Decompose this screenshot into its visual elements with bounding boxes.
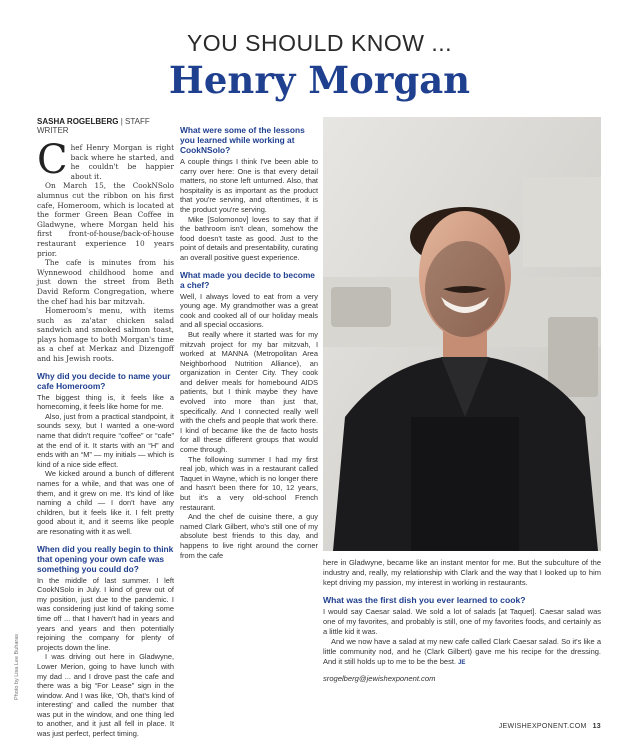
answer-paragraph: We kicked around a bunch of different names for a while, and that was one of them, and it grew on me. It's kind of like naming a child — I don't have any children, but it feels like it. I felt pretty good about it, and it seems like people are resonating with it as well. [37, 469, 174, 536]
question-heading: What made you decide to become a chef? [180, 269, 315, 290]
answer-paragraph: here in Gladwyne, became like an instant mentor for me. But the subculture of the industry and, really, my relationship with Clark and the way that I looked up to him kept driving my passion, my interest in working in restaurants. [323, 558, 601, 587]
question-heading: When did you really begin to think that opening your own cafe was something you could do? [37, 543, 174, 574]
column-2 [180, 117, 318, 732]
page-number: 13 [592, 723, 601, 730]
portrait-illustration [323, 117, 601, 551]
intro-paragraph: The cafe is minutes from his Wynnewood childhood home and just down the street from Beth David Reform Congregation, where the chef had his bar mitzvah. [37, 258, 174, 306]
answer-paragraph [323, 637, 601, 668]
answer-text [37, 576, 174, 739]
answer-paragraph: In the middle of last summer. I left CookNSolo in July. I kind of grew out of my position, just due to the pandemic. I was considering just kind of taking some time off ... that I haven't had in years and years and years and then potentially rejoining the company for plenty of projects down the line. [37, 575, 174, 652]
answer-paragraph: The following summer I had my first real job, which was in a restaurant called Taquet in Wayne, which is no longer there and hasn't been there for 10, 12 years, but it's a very old-school French restaurant. [180, 454, 318, 512]
answer-paragraph: Also, just from a practical standpoint, it sounds sexy, but I wanted a one-word name that didn't require “coffee” or “cafe” at the end of it. It starts with an “H” and ends with an “M” — my initials — which is kind of a nice side effect. [37, 411, 174, 469]
answer-paragraph: Mike [Solomonov] loves to say that if the bathroom isn't clean, somehow the food doesn't taste as good. Just to the point of details and presentability, curating an overall positive guest experience. [180, 214, 318, 262]
chef-portrait-photo [323, 117, 601, 551]
je-end-mark-icon: JE [458, 660, 466, 666]
kicker: YOU SHOULD KNOW ... [186, 30, 453, 56]
question-heading: Why did you decide to name your cafe Homeroom? [37, 370, 171, 391]
answer-paragraph: A couple things I think I've been able to carry over here: One is that every detail matters, no stone left unturned. Also, that hospitality is as important as the product that you're serving, and oftentimes, it is the product you're serving. [180, 157, 318, 214]
answer-paragraph: I would say Caesar salad. We sold a lot of salads [at Taquet]. Caesar salad was one of my favorites, and probably is still, one of my favorites foods, and certainly as a little kid it was. [323, 607, 601, 636]
photo-credit: Photo by Lisa Lee Buharas [14, 633, 20, 700]
headline: Henry Morgan [168, 58, 471, 102]
question-heading: What were some of the lessons you learned while working at CookNSolo? [180, 125, 305, 155]
byline-role: STAFF WRITER [37, 117, 150, 135]
answer-paragraph: But really where it started was for my mitzvah project for my bar mitzvah, I worked at MANNA (Metropolitan Area Neighborhood Nutrition Alliance), an organization in Center City. They cook and deliver meals for homebound AIDS patients, but I think maybe they have evolved into more than just that, specifically. And I connected really well with the chefs and people that work there. I kind of became like the de facto hosts for all these different groups that would come through. [180, 329, 318, 455]
author-email: srogelberg@jewishexponent.com [323, 674, 436, 683]
answer-paragraph: And the chef de cuisine there, a guy named Clark Gilbert, who's still one of my absolute best friends to this day, and happens to live right around the corner from the cafe [180, 512, 318, 560]
answer-paragraph: I was driving out here in Gladwyne, Lower Merion, going to have lunch with my dad ... and I drove past the cafe and there was a big “For Lease” sign in the window. And I was like, ‘Oh, that's kind of interesting’ and called the number that was put in the window, and one thing led to another, and it just all fell in place. It was just perfect, perfect timing. [37, 652, 174, 739]
byline-separator: | [118, 117, 126, 126]
answer-text [323, 558, 601, 588]
column-1 [37, 117, 174, 739]
page-footer [499, 723, 601, 730]
answer-text [180, 157, 318, 263]
question-heading: What was the first dish you ever learned to cook? [323, 595, 526, 605]
drop-cap: C [37, 137, 68, 183]
byline-author: SASHA ROGELBERG [37, 117, 119, 126]
column-3 [323, 558, 601, 708]
answer-paragraph: Well, I always loved to eat from a very young age. My grandmother was a great cook and cooked all of our holiday meals and all special occasions. [180, 291, 318, 330]
answer-text [37, 393, 174, 537]
byline [37, 117, 174, 135]
intro-text [37, 137, 174, 364]
answer-text [180, 292, 318, 561]
intro-paragraph: Homeroom's menu, with items such as za'atar chicken salad sandwich and smoked salmon toast, plays homage to both Morgan's time as a chef at Merkaz and Dizengoff and his Jewish roots. [37, 306, 174, 364]
intro-paragraph: On March 15, the CookNSolo alumnus cut the ribbon on his first cafe, Homeroom, which is located at the former Green Bean Coffee in Gladwyne, where Morgan held his first front-of-house/back-of-house restaurant experience 10 years prior. [37, 181, 174, 258]
intro-paragraph-text: hef Henry Morgan is right back where he started, and he couldn't be happier about it. [70, 143, 174, 181]
intro-paragraph [37, 137, 174, 183]
answer-paragraph: The biggest thing is, it feels like a homecoming, it feels like home for me. [37, 392, 174, 412]
answer-text [323, 607, 601, 668]
footer-site: JEWISHEXPONENT.COM [498, 723, 587, 730]
answer-paragraph-text: And we now have a salad at my new cafe called Clark Caesar salad. So it's like a little community nod, and he (Clark Gilbert) gave me his recipe for the dressing. And it still holds up to me to be the best. [323, 637, 601, 666]
